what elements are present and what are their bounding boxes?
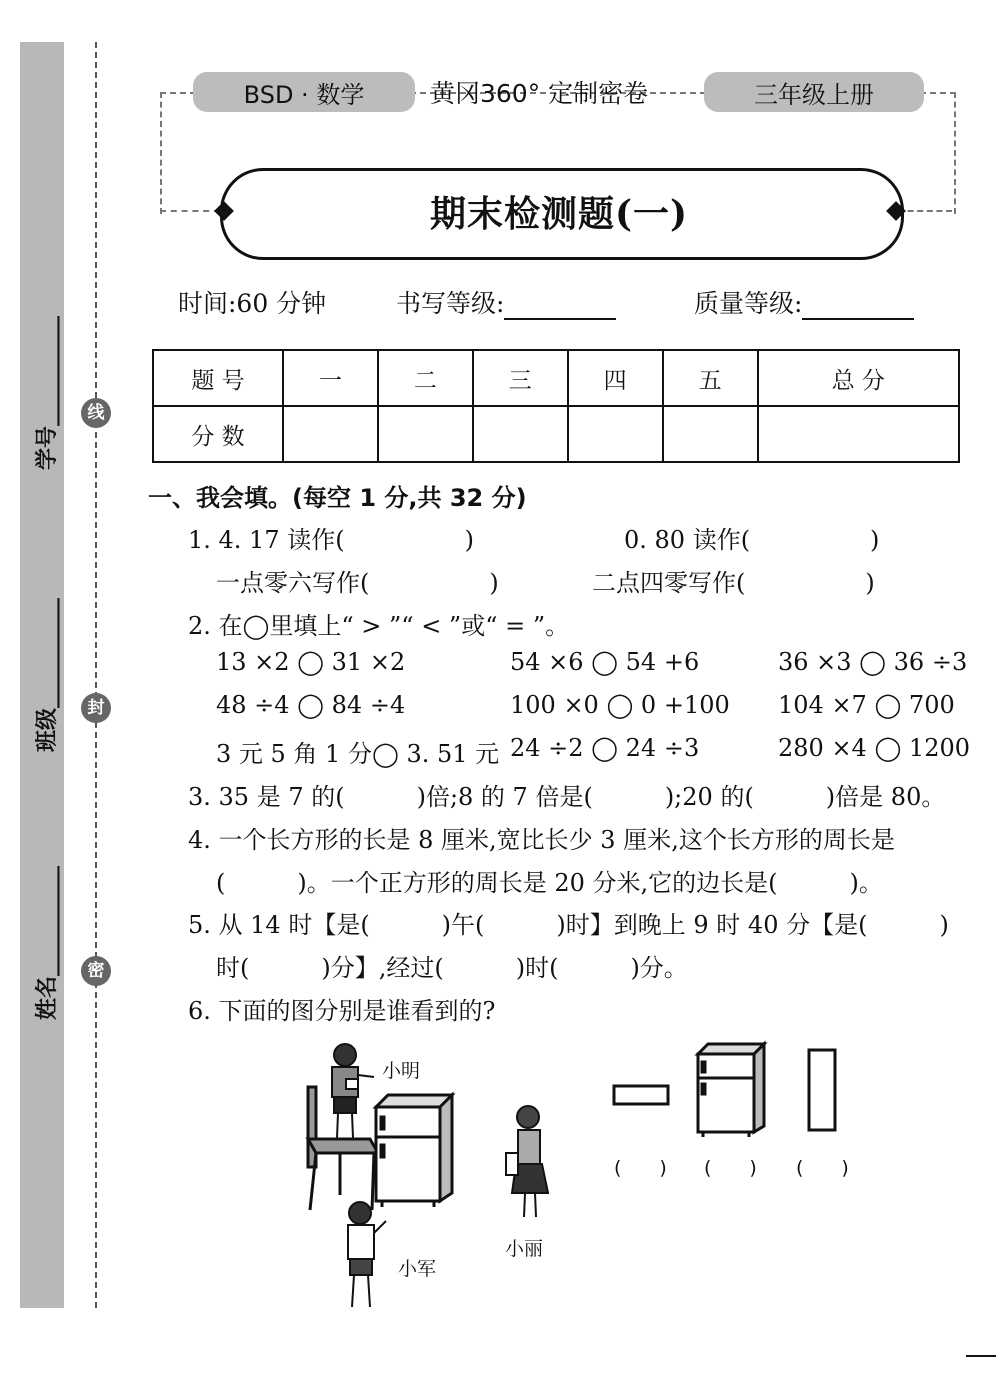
q1-a: 1. 4. 17 读作( ) <box>188 526 474 554</box>
label-xiaojun: 小军 <box>398 1258 437 1280</box>
frame-left-connector <box>160 210 220 212</box>
seal-mi: 密 <box>81 956 111 986</box>
score-table <box>152 349 960 463</box>
page-edge-mark <box>966 1355 996 1357</box>
page-title: 期末检测题(一) <box>429 192 689 235</box>
compare-item: 13 ×2 ◯ 31 ×2 <box>216 648 406 676</box>
q1-d: 二点四零写作( ) <box>592 569 875 597</box>
compare-item: 24 ÷2 ◯ 24 ÷3 <box>510 734 700 762</box>
q4-line2: ( )。一个正方形的周长是 20 分米,它的边长是( )。 <box>216 869 883 897</box>
time-limit: 时间:60 分钟 <box>178 289 327 318</box>
q5-line1: 5. 从 14 时【是( )午( )时】到晚上 9 时 40 分【是( ) <box>188 911 949 939</box>
col-4: 四 <box>568 350 663 406</box>
score-cell[interactable] <box>378 406 473 462</box>
compare-item: 104 ×7 ◯ 700 <box>778 691 955 719</box>
xiaoming-figure-icon <box>332 1044 374 1138</box>
q1-b: 0. 80 读作( ) <box>624 526 880 554</box>
views-illustration <box>606 1040 846 1140</box>
grade-badge: 三年级上册 <box>704 72 924 112</box>
q1-c: 一点零六写作( ) <box>216 569 499 597</box>
compare-item: 3 元 5 角 1 分◯ 3. 51 元 <box>216 740 500 768</box>
label-xiaoming: 小明 <box>382 1060 421 1082</box>
q3: 3. 35 是 7 的( )倍;8 的 7 倍是( );20 的( )倍是 80。 <box>188 783 946 811</box>
score-cell[interactable] <box>663 406 758 462</box>
col-3: 三 <box>473 350 568 406</box>
front-view-icon <box>698 1044 764 1137</box>
score-label: 分 数 <box>153 406 283 462</box>
xiaojun-figure-icon <box>348 1202 386 1307</box>
score-cell[interactable] <box>473 406 568 462</box>
brand-title: 黄冈360° 定制密卷 <box>430 79 649 108</box>
q6: 6. 下面的图分别是谁看到的? <box>188 997 496 1025</box>
label-xiaoli: 小丽 <box>505 1238 544 1260</box>
col-total: 总 分 <box>758 350 959 406</box>
top-view-icon <box>614 1086 668 1104</box>
score-cell[interactable] <box>758 406 959 462</box>
quality-grade: 质量等级: <box>694 284 914 320</box>
name-label: 姓名__________ <box>35 865 60 1020</box>
score-cell[interactable] <box>568 406 663 462</box>
section-title: 一、我会填。(每空 1 分,共 32 分) <box>148 484 527 512</box>
student-id-label: 学号__________ <box>35 315 60 470</box>
writing-grade: 书写等级: <box>396 284 616 320</box>
seal-line <box>95 42 97 1308</box>
seal-feng: 封 <box>81 693 111 723</box>
class-label: 班级__________ <box>35 597 60 752</box>
compare-item: 54 ×6 ◯ 54 +6 <box>510 648 700 676</box>
col-5: 五 <box>663 350 758 406</box>
q4-line1: 4. 一个长方形的长是 8 厘米,宽比长少 3 厘米,这个长方形的周长是 <box>188 826 895 854</box>
score-cell[interactable] <box>283 406 378 462</box>
answer-blank-3[interactable]: ( ) <box>796 1157 849 1179</box>
xiaoli-figure-icon <box>506 1106 548 1217</box>
subject-badge: BSD · 数学 <box>193 72 415 112</box>
compare-item: 100 ×0 ◯ 0 +100 <box>510 691 730 719</box>
seal-xian: 线 <box>81 398 111 428</box>
q2: 2. 在◯里填上“ > ”“ < ”或“ = ”。 <box>188 612 570 640</box>
compare-item: 280 ×4 ◯ 1200 <box>778 734 971 762</box>
answer-blank-1[interactable]: ( ) <box>614 1157 667 1179</box>
col-1: 一 <box>283 350 378 406</box>
col-2: 二 <box>378 350 473 406</box>
compare-item: 48 ÷4 ◯ 84 ÷4 <box>216 691 406 719</box>
side-view-icon <box>809 1050 835 1130</box>
answer-blank-2[interactable]: ( ) <box>704 1157 757 1179</box>
compare-item: 36 ×3 ◯ 36 ÷3 <box>778 648 968 676</box>
question-number-label: 题 号 <box>153 350 283 406</box>
refrigerator-icon <box>376 1095 452 1207</box>
q5-line2: 时( )分】,经过( )时( )分。 <box>216 954 688 982</box>
